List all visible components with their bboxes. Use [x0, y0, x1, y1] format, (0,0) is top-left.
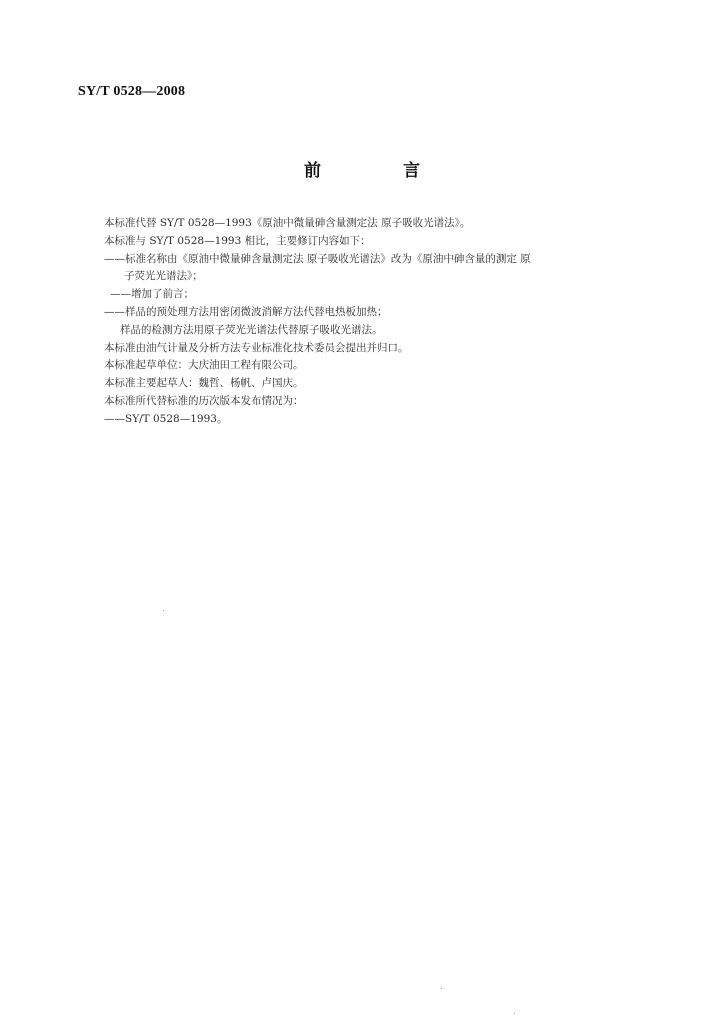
- paragraph-change-foreword: ——增加了前言；: [110, 288, 194, 301]
- paragraph-history-item: ——SY/T 0528—1993。: [104, 412, 228, 425]
- paragraph-drafters: 本标准主要起草人：魏哲、杨帆、卢国庆。: [104, 377, 304, 390]
- paragraph-drafting-unit: 本标准起草单位：大庆油田工程有限公司。: [104, 359, 304, 372]
- scan-speck: [163, 610, 164, 611]
- page-title: 前 言: [304, 161, 458, 181]
- scan-speck: [441, 988, 442, 989]
- paragraph-comparison: 本标准与 SY/T 0528—1993 相比，主要修订内容如下：: [104, 234, 371, 247]
- preface-body: [104, 215, 644, 429]
- paragraph-replaces: 本标准代替 SY/T 0528—1993《原油中微量砷含量测定法 原子吸收光谱法》。: [104, 217, 471, 229]
- paragraph-proposed-by: 本标准由油气计量及分析方法专业标准化技术委员会提出并归口。: [104, 341, 409, 354]
- scan-speck: [514, 1013, 515, 1014]
- standard-code: SY/T 0528—2008: [78, 84, 186, 99]
- paragraph-change-title: ——标准名称由《原油中微量砷含量测定法 原子吸收光谱法》改为《原油中砷含量的测定 原: [104, 252, 531, 265]
- paragraph-change-pretreatment: ——样品的预处理方法用密闭微波消解方法代替电热板加热；: [104, 305, 388, 318]
- paragraph-history: 本标准所代替标准的历次版本发布情况为：: [104, 394, 304, 407]
- paragraph-change-title-cont: 子荧光光谱法》；: [124, 270, 203, 283]
- paragraph-change-detection: 样品的检测方法用原子荧光光谱法代替原子吸收光谱法。: [120, 323, 383, 336]
